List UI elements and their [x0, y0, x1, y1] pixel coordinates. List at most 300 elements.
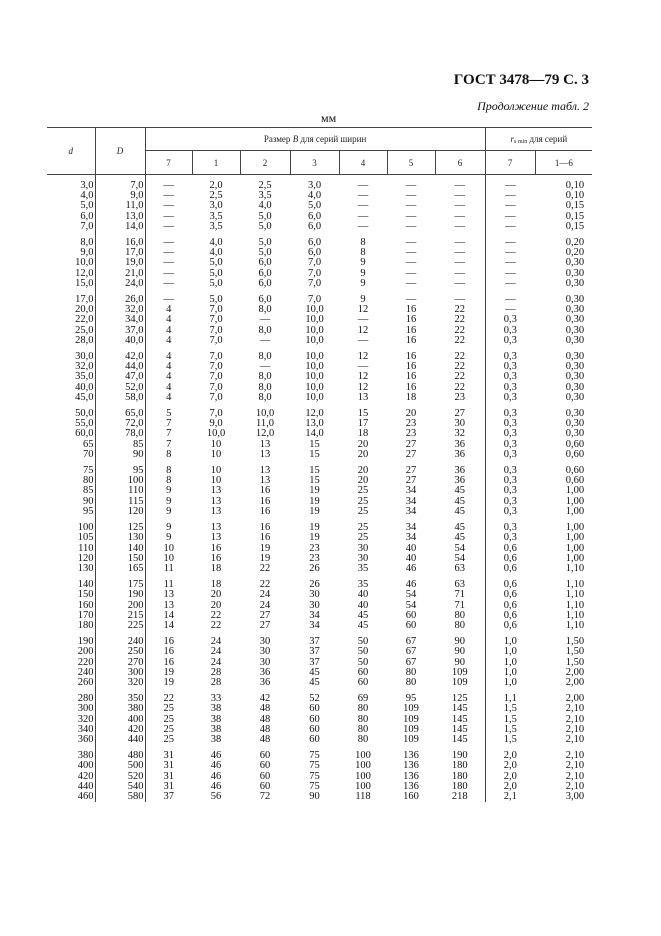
- cell-r7: —: [505, 248, 516, 259]
- cell-r7: —: [505, 305, 516, 316]
- cell-r7: 0,6: [503, 610, 517, 621]
- cell-b5: 160: [403, 791, 419, 802]
- cell-D: 19,0: [95, 258, 145, 268]
- cell-D: 13,0: [95, 212, 145, 222]
- cell-b5: 136: [403, 761, 419, 772]
- cell-d: 28,0: [47, 336, 95, 346]
- cell-b4: 50: [357, 657, 369, 668]
- column-header-chamfer-series-1: 7: [485, 151, 535, 175]
- column-header-width-series-4: 3: [290, 151, 339, 175]
- cell-b4: 13: [357, 392, 369, 403]
- cell-b7: 8: [166, 465, 172, 477]
- cell-b6: —: [435, 201, 485, 211]
- cell-b3: 26: [309, 563, 320, 574]
- cell-r7: —: [505, 201, 516, 212]
- cell-d: 160: [47, 601, 95, 611]
- cell-b5: 18: [405, 392, 417, 403]
- page-header: ГОСТ 3478—79 С. 3: [453, 72, 589, 88]
- cell-b4: 80: [357, 734, 369, 745]
- cell-b3: 19: [309, 522, 320, 534]
- cell-b6: 22: [435, 305, 485, 315]
- cell-b2: 8,0: [258, 351, 272, 363]
- cell-D: 40,0: [95, 336, 145, 346]
- cell-b2: —: [259, 335, 271, 346]
- cell-b5: 27: [405, 476, 417, 487]
- cell-b2: 22: [259, 579, 271, 591]
- cell-b6: 22: [435, 362, 485, 372]
- cell-b3: 7,0: [307, 258, 322, 269]
- cell-r7: 0,3: [503, 362, 517, 373]
- cell-d: 20,0: [47, 305, 95, 315]
- cell-b4: 25: [357, 522, 369, 534]
- cell-b3: 37: [309, 657, 320, 668]
- cell-b2: 16: [259, 486, 271, 497]
- cell-b3: 7,0: [307, 268, 322, 279]
- cell-b5: 54: [405, 600, 417, 611]
- cell-b7: 16: [163, 657, 174, 668]
- cell-b7: 9: [166, 533, 172, 544]
- cell-r7: —: [505, 211, 516, 222]
- cell-r1-6: 1,00: [565, 486, 585, 497]
- cell-r7: 0,6: [503, 600, 517, 611]
- cell-b4: 9: [360, 278, 366, 289]
- cell-r7: 1,0: [503, 647, 517, 658]
- cell-b7: 9: [166, 496, 172, 507]
- cell-b7: 16: [163, 636, 174, 648]
- cell-b1: 7,0: [209, 392, 223, 403]
- cell-b2: 16: [259, 522, 271, 534]
- cell-b2: 48: [259, 724, 271, 735]
- cell-d: 190: [47, 631, 95, 647]
- cell-b1: 7,0: [209, 362, 223, 373]
- cell-b6: —: [435, 258, 485, 268]
- table-row: [47, 668, 592, 678]
- table-row: [47, 792, 592, 802]
- cell-b1: 24: [210, 657, 222, 668]
- cell-d: 10,0: [47, 258, 95, 268]
- chamfer-group-subscript: s min: [514, 138, 528, 145]
- cell-r7: 0,3: [503, 496, 517, 507]
- cell-b1: 3,5: [209, 221, 223, 232]
- cell-b3: 23: [309, 543, 320, 554]
- cell-b6: 180: [435, 772, 485, 782]
- cell-b5: 20: [405, 408, 417, 420]
- cell-b7: 25: [163, 714, 174, 725]
- cell-r7: 0,3: [503, 419, 517, 430]
- cell-b2: 8,0: [258, 382, 272, 393]
- cell-b4: 8: [360, 237, 366, 249]
- cell-b6: —: [435, 248, 485, 258]
- cell-b2: 16: [259, 496, 271, 507]
- cell-r1-6: 0,30: [565, 408, 585, 420]
- cell-d: 3,0: [47, 175, 95, 192]
- column-header-chamfer-series-2: 1—6: [535, 151, 592, 175]
- cell-r7: 1,5: [503, 714, 517, 725]
- cell-b2: 6,0: [258, 278, 272, 289]
- cell-r1-6: 0,30: [565, 419, 585, 430]
- cell-d: 460: [47, 792, 95, 802]
- cell-r7: 0,3: [503, 315, 517, 326]
- cell-b5: 40: [405, 553, 417, 564]
- cell-b7: 19: [163, 677, 174, 688]
- cell-b2: 13: [259, 476, 271, 487]
- cell-r1-6: 0,10: [565, 191, 585, 202]
- cell-d: 110: [47, 544, 95, 554]
- cell-d: 17,0: [47, 289, 95, 305]
- cell-D: 250: [95, 647, 145, 657]
- cell-D: 34,0: [95, 315, 145, 325]
- table-continuation-note: Продолжение табл. 2: [477, 99, 589, 113]
- cell-d: 22,0: [47, 315, 95, 325]
- cell-d: 60,0: [47, 429, 95, 439]
- cell-b3: 19: [309, 496, 320, 507]
- cell-b1: 7,0: [209, 351, 223, 363]
- cell-b5: 109: [403, 704, 419, 715]
- cell-b3: 10,0: [305, 315, 324, 326]
- cell-b5: 54: [405, 590, 417, 601]
- table-row: [47, 631, 592, 647]
- cell-b7: 14: [163, 610, 174, 621]
- cell-r1-6: 0,20: [565, 237, 585, 249]
- cell-b2: 48: [259, 714, 271, 725]
- cell-r7: 1,0: [503, 657, 517, 668]
- cell-b5: 80: [405, 677, 417, 688]
- cell-b4: 30: [357, 543, 369, 554]
- cell-D: 32,0: [95, 305, 145, 315]
- cell-d: 70: [47, 450, 95, 460]
- cell-b7: 19: [163, 667, 174, 678]
- cell-b7: 4: [166, 351, 172, 363]
- cell-b2: 24: [259, 590, 271, 601]
- cell-D: 120: [95, 507, 145, 517]
- cell-d: 300: [47, 704, 95, 714]
- cell-b5: 109: [403, 724, 419, 735]
- cell-r7: 0,3: [503, 382, 517, 393]
- cell-b1: 22: [210, 620, 222, 631]
- cell-b6: 30: [435, 419, 485, 429]
- cell-d: 25,0: [47, 326, 95, 336]
- cell-D: 480: [95, 745, 145, 761]
- cell-r7: 0,3: [503, 476, 517, 487]
- cell-b7: —: [163, 268, 174, 279]
- cell-r1-6: 0,30: [565, 372, 585, 383]
- cell-b2: 11,0: [256, 419, 274, 430]
- table-row: [47, 517, 592, 533]
- cell-b3: 60: [309, 704, 320, 715]
- cell-b4: —: [357, 315, 369, 326]
- table-row: [47, 658, 592, 668]
- cell-b4: 25: [357, 533, 369, 544]
- cell-r1-6: 1,00: [565, 553, 585, 564]
- cell-r1-6: 0,10: [565, 180, 585, 191]
- cell-b7: 9: [166, 506, 172, 517]
- cell-b6: —: [435, 191, 485, 201]
- cell-b5: 34: [405, 486, 417, 497]
- table-row: [47, 393, 592, 403]
- chamfer-group-symbol: r: [510, 133, 515, 144]
- cell-b2: 16: [259, 506, 271, 517]
- cell-r1-6: 1,00: [565, 506, 585, 517]
- cell-b2: 4,0: [258, 201, 272, 212]
- table-row: [47, 678, 592, 688]
- cell-D: 78,0: [95, 429, 145, 439]
- cell-r7: 1,5: [503, 734, 517, 745]
- cell-D: 9,0: [95, 191, 145, 201]
- cell-b4: —: [357, 180, 369, 191]
- cell-b3: 75: [309, 750, 320, 762]
- cell-r1-6: 0,15: [565, 201, 585, 212]
- cell-b7: 25: [163, 704, 174, 715]
- cell-b1: 5,0: [209, 294, 223, 306]
- cell-b2: 72: [259, 791, 271, 802]
- cell-b6: 80: [435, 611, 485, 621]
- cell-D: 215: [95, 611, 145, 621]
- cell-b2: 19: [259, 543, 271, 554]
- table-row: [47, 315, 592, 325]
- dimensions-table-container: [47, 127, 592, 802]
- cell-d: 90: [47, 497, 95, 507]
- cell-b1: 2,5: [209, 191, 223, 202]
- cell-b7: 31: [163, 750, 174, 762]
- cell-b3: 6,0: [307, 237, 322, 249]
- cell-b6: 36: [435, 476, 485, 486]
- cell-r7: 1,0: [503, 636, 517, 648]
- cell-d: 420: [47, 772, 95, 782]
- cell-b3: 5,0: [307, 201, 322, 212]
- cell-d: 180: [47, 621, 95, 631]
- cell-b7: 7: [166, 419, 172, 430]
- cell-b6: 22: [435, 372, 485, 382]
- cell-D: 11,0: [95, 201, 145, 211]
- cell-b3: 13,0: [305, 419, 324, 430]
- cell-b2: —: [259, 362, 271, 373]
- cell-r1-6: 2,10: [565, 724, 585, 735]
- cell-b6: —: [435, 232, 485, 248]
- cell-d: 200: [47, 647, 95, 657]
- cell-b3: 60: [309, 734, 320, 745]
- cell-b7: 7: [166, 429, 172, 440]
- cell-D: 24,0: [95, 279, 145, 289]
- cell-b6: 180: [435, 782, 485, 792]
- cell-r1-6: 1,10: [565, 620, 585, 631]
- cell-d: 4,0: [47, 191, 95, 201]
- table-row: [47, 258, 592, 268]
- cell-b2: —: [259, 315, 271, 326]
- cell-b5: 27: [405, 439, 417, 450]
- cell-b2: 5,0: [258, 248, 272, 259]
- cell-b5: 16: [405, 325, 417, 336]
- cell-d: 85: [47, 486, 95, 496]
- cell-D: 90: [95, 450, 145, 460]
- cell-b5: —: [405, 180, 417, 191]
- cell-b3: 90: [309, 791, 320, 802]
- column-header-width-series-1: 7: [145, 151, 192, 175]
- cell-b3: 4,0: [307, 191, 322, 202]
- cell-b2: 36: [259, 667, 271, 678]
- cell-b6: 145: [435, 715, 485, 725]
- cell-b4: 18: [357, 429, 369, 440]
- cell-b5: 46: [405, 563, 417, 574]
- cell-b4: 20: [357, 476, 369, 487]
- cell-d: 105: [47, 533, 95, 543]
- cell-r1-6: 0,30: [565, 278, 585, 289]
- cell-r1-6: 2,00: [565, 667, 585, 678]
- cell-b6: 109: [435, 668, 485, 678]
- cell-r7: 0,3: [503, 351, 517, 363]
- cell-b5: 34: [405, 533, 417, 544]
- cell-b3: 10,0: [305, 392, 324, 403]
- cell-b2: 5,0: [258, 211, 272, 222]
- cell-b4: 25: [357, 486, 369, 497]
- cell-b1: 20: [210, 600, 222, 611]
- cell-b1: 20: [210, 590, 222, 601]
- table-row: [47, 383, 592, 393]
- cell-b6: 32: [435, 429, 485, 439]
- cell-b7: —: [163, 248, 174, 259]
- cell-b4: 17: [357, 419, 369, 430]
- cell-b3: 15: [309, 465, 320, 477]
- cell-b1: 7,0: [209, 305, 223, 316]
- cell-r7: 2,0: [503, 771, 517, 782]
- cell-b7: —: [163, 294, 174, 306]
- cell-D: 125: [95, 517, 145, 533]
- cell-d: 130: [47, 564, 95, 574]
- cell-D: 7,0: [95, 175, 145, 192]
- cell-b2: 19: [259, 553, 271, 564]
- cell-b6: 109: [435, 678, 485, 688]
- cell-D: 240: [95, 631, 145, 647]
- cell-b2: 13: [259, 449, 271, 460]
- cell-b7: 4: [166, 335, 172, 346]
- table-row: [47, 248, 592, 258]
- table-row: [47, 460, 592, 476]
- cell-b3: 34: [309, 620, 320, 631]
- cell-r1-6: 2,10: [565, 704, 585, 715]
- table-row: [47, 533, 592, 543]
- table-row: [47, 429, 592, 439]
- table-row: [47, 232, 592, 248]
- cell-b6: 45: [435, 533, 485, 543]
- cell-b3: 10,0: [305, 335, 324, 346]
- cell-b6: 190: [435, 745, 485, 761]
- cell-D: 100: [95, 476, 145, 486]
- cell-r7: 0,6: [503, 590, 517, 601]
- cell-r7: 2,1: [503, 791, 517, 802]
- cell-b5: 136: [403, 771, 419, 782]
- cell-b7: 9: [166, 486, 172, 497]
- cell-d: 40,0: [47, 383, 95, 393]
- cell-b2: 6,0: [258, 294, 272, 306]
- cell-r1-6: 1,50: [565, 657, 585, 668]
- cell-r1-6: 0,30: [565, 268, 585, 279]
- cell-r1-6: 1,10: [565, 579, 585, 591]
- width-group-suffix: для серий ширин: [298, 134, 367, 144]
- cell-r7: 1,5: [503, 724, 517, 735]
- cell-b5: 16: [405, 372, 417, 383]
- cell-r1-6: 0,30: [565, 258, 585, 269]
- table-row: [47, 486, 592, 496]
- cell-b3: 60: [309, 714, 320, 725]
- cell-r1-6: 0,60: [565, 465, 585, 477]
- cell-b7: —: [163, 221, 174, 232]
- table-row: [47, 745, 592, 761]
- cell-b4: 40: [357, 600, 369, 611]
- cell-r1-6: 0,60: [565, 449, 585, 460]
- cell-b7: 10: [163, 543, 174, 554]
- cell-b5: —: [405, 268, 417, 279]
- cell-b1: 46: [210, 750, 222, 762]
- cell-d: 170: [47, 611, 95, 621]
- unit-label: мм: [321, 111, 337, 125]
- cell-b6: —: [435, 212, 485, 222]
- cell-d: 35,0: [47, 372, 95, 382]
- column-header-width-series-6: 5: [387, 151, 435, 175]
- cell-b6: 22: [435, 315, 485, 325]
- cell-b6: 22: [435, 383, 485, 393]
- table-row: [47, 372, 592, 382]
- cell-r1-6: 0,15: [565, 221, 585, 232]
- table-row: [47, 403, 592, 419]
- cell-r1-6: 1,10: [565, 590, 585, 601]
- dimensions-table: [47, 127, 592, 802]
- cell-D: 110: [95, 486, 145, 496]
- cell-r1-6: 1,00: [565, 533, 585, 544]
- cell-b1: 56: [210, 791, 222, 802]
- cell-b1: 3,5: [209, 211, 223, 222]
- cell-b1: 9,0: [209, 419, 223, 430]
- cell-b4: —: [357, 211, 369, 222]
- cell-b6: 145: [435, 725, 485, 735]
- table-row: [47, 715, 592, 725]
- cell-b1: 13: [210, 486, 222, 497]
- cell-b1: 13: [210, 522, 222, 534]
- cell-b4: 69: [357, 693, 369, 705]
- cell-b6: 22: [435, 336, 485, 346]
- table-row: [47, 554, 592, 564]
- cell-r7: 0,3: [503, 486, 517, 497]
- cell-b2: 5,0: [258, 237, 272, 249]
- cell-r1-6: 2,00: [565, 677, 585, 688]
- cell-b1: 4,0: [209, 248, 223, 259]
- cell-r7: 0,3: [503, 325, 517, 336]
- cell-b5: 16: [405, 305, 417, 316]
- cell-r1-6: 3,00: [565, 791, 585, 802]
- width-group-prefix: Размер: [263, 134, 293, 144]
- column-header-D: D: [95, 128, 145, 175]
- cell-b5: —: [405, 191, 417, 202]
- cell-b7: 4: [166, 325, 172, 336]
- table-row: [47, 289, 592, 305]
- cell-b4: 45: [357, 620, 369, 631]
- table-row: [47, 772, 592, 782]
- cell-r1-6: 2,10: [565, 734, 585, 745]
- cell-d: 12,0: [47, 269, 95, 279]
- cell-b7: —: [163, 191, 174, 202]
- cell-b1: 7,0: [209, 315, 223, 326]
- cell-d: 260: [47, 678, 95, 688]
- cell-r7: 0,3: [503, 335, 517, 346]
- cell-r7: 1,0: [503, 677, 517, 688]
- cell-b4: 15: [357, 408, 369, 420]
- cell-b1: 7,0: [209, 372, 223, 383]
- cell-r1-6: 2,00: [565, 693, 585, 705]
- cell-r1-6: 2,10: [565, 781, 585, 792]
- cell-b3: 45: [309, 667, 320, 678]
- cell-b1: 16: [210, 543, 222, 554]
- cell-D: 150: [95, 554, 145, 564]
- cell-b7: 31: [163, 781, 174, 792]
- cell-b3: 7,0: [307, 278, 322, 289]
